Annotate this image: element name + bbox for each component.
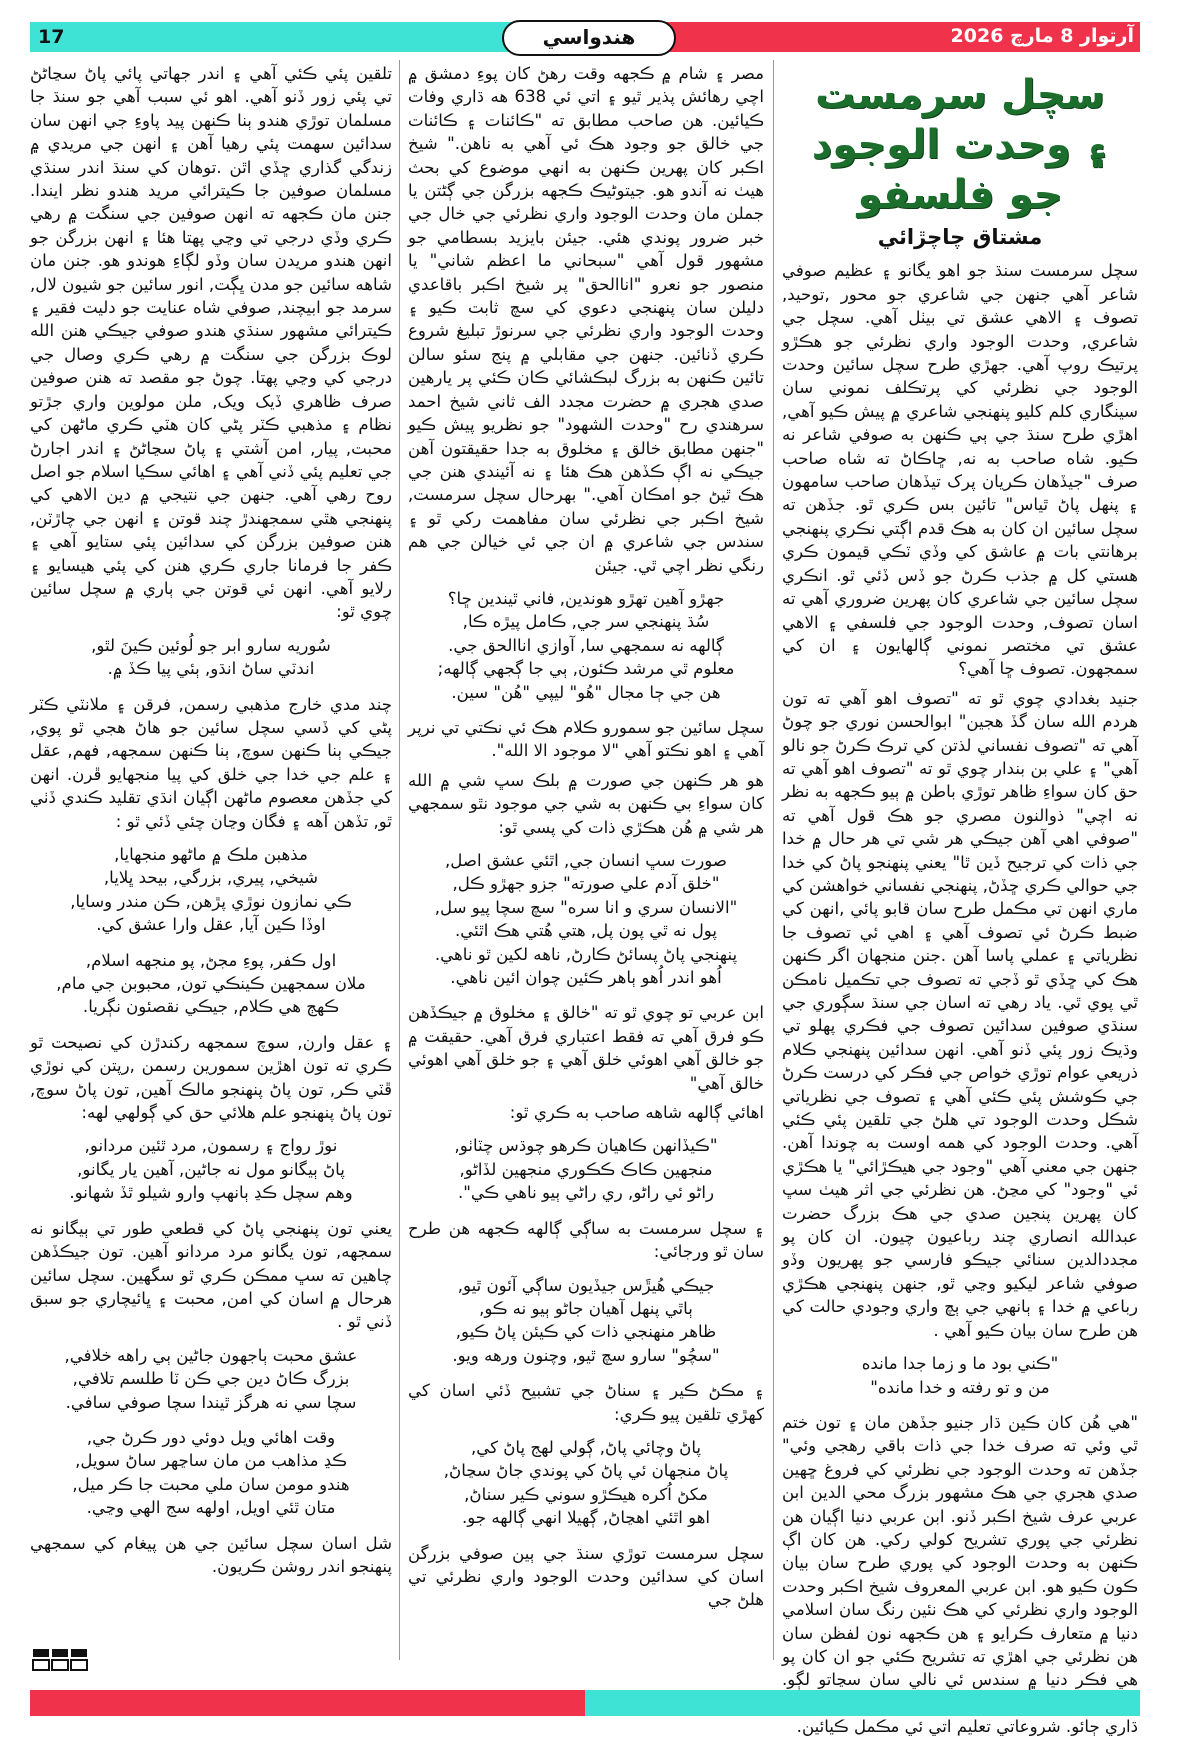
paragraph: اهائي ڳالهه شاهه صاحب به ڪري ٿو:: [509, 1103, 764, 1123]
verse-line: اول ڪفر, پوءِ مجڻ, پو منجهه اسلام,: [85, 950, 337, 970]
column-divider: [399, 60, 400, 1660]
paragraph: ۽ مڪڻ ڪير ۽ سناڻ جي تشبيح ڏئي اسان کي کهڙي تلقين پيو ڪري:: [408, 1381, 764, 1424]
verse-line: "الانسان سري و انا سره" سچ سچا پيو سل,: [434, 897, 738, 917]
verse-line: "سچُو" سارو سچ ٿيو, وچنون ورهه ويو.: [452, 1345, 720, 1365]
verse-block: [408, 849, 764, 989]
verse-block: [30, 1134, 392, 1204]
verse-line: اهو اٿئي اهڃاڻ, ڳهيلا انهي ڳالهه جو.: [461, 1508, 711, 1528]
verse-line: ظاهر منهنجي ذات کي ڪيئن پاڻ ڪيو,: [455, 1322, 717, 1342]
verse-line: مکڻ اُکره هيڪڙو سوني ڪير سناڻ,: [464, 1484, 708, 1504]
verse-line: ڪي نمازون نوڙي پڙهن, ڪن مندر وسايا,: [70, 891, 352, 911]
article-column-right: [782, 62, 1138, 1745]
verse-block: [30, 634, 392, 681]
verse-line: اُهو اندر اُهو ٻاهر ڪئين چوان ائين ناهي.: [450, 968, 722, 988]
article-title-line2: ۽ وحدت الوجود جو فلسفو: [811, 122, 1109, 218]
verse-block: [408, 587, 764, 704]
verse-line: سُوريه سارو ابر جو لُوئين ڪينَ لٿو,: [91, 635, 331, 655]
header-cyan-band: [30, 22, 550, 52]
verse-block: [408, 1436, 764, 1530]
verse-line: سچا سي نه هرگز ٿيندا سچا صوفي سافي.: [65, 1392, 357, 1412]
verse-line: "خلق آدم علي صورته" جزو جهڙو ڪل,: [452, 874, 720, 894]
footer-red-band: [30, 1690, 585, 1716]
verse-line: پنهنجي پاڻ پسائڻ ڪارڻ, ناهه لکين ٿو ناهي.: [434, 944, 738, 964]
paragraph: هو هر ڪنهن جي صورت ۾ بلڪ سڀ شي ۾ الله کان سواءِ بي ڪنهن به شي جي موجود نٿو سمجهي هر شي ۾ هُن هڪڙي ذات کي پسي ٿو:: [408, 770, 764, 837]
verse-line: جهڙو آهين تهڙو هوندين, فاني ٿيندين ڇا؟: [447, 588, 725, 608]
verse-line: راڻو ئي راڻو, ري راڻي ٻيو ناهي ڪي".: [458, 1183, 714, 1203]
footer-cyan-band: [585, 1690, 1140, 1716]
paragraph: "هي هُن کان ڪين ڌار جنيو جڏهن مان ۽ تون ختم ٿي وئي ته صرف خدا جي ذات باقي رهجي وئي" جڏهن ته وحدت الوجود جي نظرئي کي فروغ ڇهين صدي هجري جي هڪ مشهور بزرگ محي الدين ابن عربي عرف شيخ اڪبر ڏنو. ابن عربي دنيا اڳيان هن نظرئي جي پوري تشريح کولي رکي. هن کان اڳ ڪنهن به وحدت الوجود کي پوري طرح سان بيان ڪون ڪيو هو. ابن عربي المعروف شيخ اڪبر وحدت الوجود واري نظرئي کي هڪ نئين رنگ سان اسلامي دنيا ۾ متعارف ڪرايو ۽ هن ڪجهه نون لفظن سان هن نظرئي جي اهڙي ته تشريح ڪئي جو ان کان پو هي فڪر دنيا ۾ سندس ئي نالي سان سڃاتو لڳو. ڌاري ڄائو. شروعاتي تعليم اتي ئي مڪمل ڪيائين.: [782, 1412, 1138, 1737]
article-title-line1: سچل سرمست: [815, 72, 1105, 118]
paragraph: چند مدي خارج مذهبي رسمن, فرقن ۽ ملانٽي ڪٽر پڻي کي ڏسي سچل سائين جو هاڻ هجي ٿو پوي, جيڪي ٻنا ڪنهن سوچ, ٻنا ڪنهن سمجهه, فهم, عقل ۽ علم جي خدا جي خلق کي پيا منجهايو ڦرن. انهن کي جڏهن معصوم ماڻهن اڳيان انڌي تقليد ڪندي ڏٺي ٿو, تڏهن آهه ۽ فگان وڃان چئي ڏئي ٿو :: [30, 694, 392, 831]
paragraph: شل اسان سچل سائين جي هن پيغام کي سمجهي پنهنجو اندر روشن ڪريون.: [30, 1533, 392, 1576]
verse-line: عشق محبت ٻاجهون جاڻين ٻي راهه خلافي,: [64, 1345, 358, 1365]
verse-block: [408, 1134, 764, 1204]
end-mark-icon: [32, 1648, 88, 1676]
verse-line: من و تو رفته و خدا مانده": [870, 1377, 1050, 1397]
verse-line: منجهين ڪاڪ ڪڪوري منجهين لڏاڻو,: [459, 1159, 713, 1179]
verse-line: بزرگ ڪاڻ دين جي ڪن ٽا طلسم تلافي,: [72, 1369, 350, 1389]
verse-block: [30, 1344, 392, 1414]
article-column-left: [30, 62, 392, 1584]
verse-line: هندو مومن سان ملي محبت جا ڪر ميل,: [72, 1474, 350, 1494]
verse-block: [30, 949, 392, 1019]
verse-line: "ڪيڏانهن ڪاهيان ڪرهو چوڌس چٽاٺو,: [454, 1136, 718, 1156]
verse-line: ٻاٿي پنهل آهيان جاڻو ٻيو نه ڪو,: [479, 1298, 693, 1318]
verse-line: معلوم ٿي مرشد ڪئون, ٻي جا ڳجهي ڳالهه;: [437, 659, 735, 679]
paragraph: ۽ عقل وارن, سوچ سمجهه رکندڙن کي نصيحت ٿو ڪري ته تون اهڙين سمورين رسمن ,رپتن کي نوڙي ڦٽي ڪر, تون پاڻ پنهنجو مالڪ آهين, تون پاڻ سوچ, تون پاڻ پنهنجو علم هلائي حق کي ڳولهي لهه:: [30, 1032, 392, 1123]
article-author: مشتاق چاچڙائي: [877, 225, 1043, 249]
verse-line: ڪڍ مذاهب من مان ساڃهر ساڻ سويل,: [75, 1451, 347, 1471]
verse-line: "ڪني بود ما و زما جدا مانده: [861, 1354, 1059, 1374]
verse-block: [30, 843, 392, 937]
verse-line: پاڻ وچائي پاڻ, ڳولي لهج پاڻ کي,: [470, 1437, 702, 1457]
paragraph: جنيد بغدادي چوي ٿو ته "تصوف اهو آهي ته تون هردم الله سان گڏ هجين" ابوالحسن نوري جو چوڻ آهي ته "تصوف نفساني لذتن کي ترڪ ڪرڻ جو نالو آهي" ۽ علي بن بندار چوي ٿو ته "تصوف اهو آهي ته حق کان سواءِ ظاهر توڙي باطن ۾ ٻيو ڪجهه به نظر نه اچي" ذوالنون مصري جو هڪ قول آهي ته "صوفي اهي آهن جيڪي هر شي تي هر حال ۾ خدا جي ذات کي ترجيح ڏين ٿا" يعني پنهنجو پاڻ کي خدا جي حوالي ڪري ڇڏڻ, پنهنجي نفساني خواهشن کي ماري انهن تي مڪمل طرح سان قابو پائي ,انهن کي ضبط ڪرڻ ئي تصوف آهي ۽ اهي ئي تصوف جا نظرياتي ۽ عملي پاسا آهن .جنن منجهان اگر ڪنهن هڪ کي ڇڏي ٿو ڏجي ته تصوف جي تڪميل نامڪن ٿي پوي ٿي. ياد رهي ته اسان جي سنڌ سڳوري جي سنڌي صوفين سدائين تصوف جي فڪري پهلو تي وڌيڪ زور پئي ڏنو آهي. انهن سدائين پنهنجي ڪلام ذريعي عوام توڙي خواص جي فڪر کي درست ڪرڻ جي ڪوشش پئي ڪئي آهي ۽ تصوف جي نظرياتي شڪل وحدت الوجود تي هلڻ جي تلقين پئي ڪئي آهي. وحدت الوجود کي همه اوست به چوندا آهن. جنهن جي معني آهي "وجود جي هيڪڙائي" يا هڪڙي ئي "وجود" کي مڃڻ. هن نظرئي جي اثر هيٺ سڀ کان پهرين پنجين صدي جي هڪ بزرگ حضرت عبدالله انصاري چند رباعيون چيون. ان کان پو مجددالدين سنائي جيڪو فارسي جو پهريون وڏو صوفي شاعر ليکيو وڃي ٿو, جنهن پنهنجي هڪڙي رباعي ۾ خدا ۽ ٻانهي جي ٻچ واري وجودي حالت کي هن طرح سان بيان ڪيو آهي .: [782, 688, 1138, 1340]
page-number: 17: [38, 26, 65, 48]
paragraph: ابن عربي تو چوي ٿو ته "خالق ۽ مخلوق ۾ جيڪڏهن ڪو فرق آهي ته فقط اعتباري فرق آهي. حقيقت ۾ جو خالق آهي اهوئي خلق آهي ۽ جو خلق آهي اهوئي خالق آهي": [408, 1003, 764, 1093]
verse-line: پول نه ٿي پون پل, هتي هُتي هڪ اٿئي.: [455, 921, 717, 941]
paragraph: تلقين پئي ڪئي آهي ۽ اندر جهاتي پائي پاڻ سڃاڻڻ تي پئي زور ڏنو آهي. اهو ئي سبب آهي جو سنڌ جا مسلمان توڙي هندو ٻنا ڪنهن پيد پاوءِ جي انهن سان سدائين سهمت پئي رهيا آهن ۽ انهن جي مريدي ۾ زندگي گذاري ڇڏي اٿن .توهان کي سنڌ اندر سنڌي مسلمان صوفين جا ڪيترائي مريد هندو نظر ايندا. جنن مان ڪجهه ته انهن صوفين جي سنگت ۾ رهي ڪري وڏي درجي تي وڃي پهتا هئا ۽ انهن بزرگن جو انهن هندو مريدن سان وڏو لڳاءِ هوندو هو. جنن مان شاهه سائين جو مدن ڀڳت, انور سائين جو شيون لال, سرمد جو ابيچند, صوفي شاه عنايت جو دليت فقير ۽ ڪيترائي مشهور سنڌي هندو صوفي جيڪي هنن الله لوڪ بزرگن جي سنگت ۾ رهي ڪري وصال جي درجي کي وڃي پهتا. چوڻ جو مقصد ته هنن صوفين صرف ظاهري ڏيک ويک, ملن مولوين واري جڙتو نظام ۽ مذهبي ڪٽر پڻي کان هٽي ڪري ماڻهن کي محبت, پيار, امن آشتي ۽ پاڻ سڃاڻڻ ۽ اندر اجارڻ جي تعليم پئي ڏني آهي ۽ اهائي سڪيا اسلام جو اصل روح رهي آهي. جنهن جي نتيجي ۾ دين الاهي کي پنهنجي هٿي سمجهندڙ چند قوتن ۽ انهن جي چاڙٽن, هنن صوفين بزرگن کي سدائين پئي ستايو آهي ۽ ڪفر جا فرمانا جاري ڪري هنن کي پئي هيسايو ۽ رلايو آهي. انهن ئي قوتن جي ٻاري ۾ سچل سائين چوي ٿو:: [30, 64, 392, 622]
paragraph: يعني تون پنهنجي پاڻ کي قطعي طور تي ٻيگانو نه سمجهه, تون يگانو مرد مردانو آهين. تون جيڪڏهن چاهين ته سڀ ممڪن ڪري ٿو سگهين. سچل سائين هرحال ۾ اسان کي امن, محبت ۽ ڀائيچاري جو سبق ڏني ٿو .: [30, 1218, 392, 1332]
masthead-logo: هندواسي: [502, 20, 676, 56]
verse-line: صورت سڀ انسان جي, اٿئي عشق اصل,: [445, 851, 727, 870]
dateline: آرتوار 8 مارچ 2026: [950, 25, 1134, 47]
verse-block: [408, 1274, 764, 1368]
verse-block: [30, 1426, 392, 1520]
verse-line: ڳالهه نه سمجهي سا, آوازي اناالحق جي.: [448, 635, 724, 655]
verse-block: [782, 1352, 1138, 1399]
verse-line: اندٽي ساڻ انڌو, ٻئي پيا ڪڏ ۾.: [107, 659, 315, 679]
verse-line: پاڻ ٻيگانو مول نه جاڻين, آهين يار يگانو,: [77, 1159, 345, 1179]
verse-line: متان ٿئي اويل, اولهه سج الهي وڃي.: [86, 1498, 336, 1518]
column-divider: [773, 60, 774, 1660]
verse-line: ملان سمجهين ڪينڪي تون, محبوبن جي مام,: [56, 974, 366, 994]
article-title: [782, 70, 1138, 220]
footer-bar: [30, 1690, 1140, 1716]
paragraph: سچل سائين جو سمورو ڪلام هڪ ئي نڪتي تي نرپر آهي ۽ اهو نڪتو آهي "لا موجود الا الله".: [408, 717, 764, 761]
verse-line: سُڌ پنهنجي سر جي, ڪامل پيڙه ڪا,: [462, 612, 710, 632]
paragraph: ۽ سچل سرمست به ساڳي ڳالهه ڪجهه هن طرح سان ٿو ورجائي:: [408, 1218, 764, 1262]
verse-line: پاڻ منجهان ئي پاڻ کي پوندي جاڻ سڃاڻ,: [443, 1461, 729, 1481]
verse-line: شيخي, پيري, بزرگي, بيحد ڀلايا,: [103, 868, 319, 888]
verse-line: اوڏا ڪين آيا, عقل وارا عشق کي.: [96, 915, 326, 935]
paragraph: مصر ۽ شام ۾ ڪجهه وقت رهڻ کان پوءِ دمشق ۾ اچي رهائش پذير ٿيو ۽ اتي ئي 638 هه ڌاري وفات ڪيائين. هن صاحب مطابق ته "ڪائنات ۽ ڪائنات جي خالق جو وجود هڪ ئي آهي به ناهن." شيخ اڪبر کان پهرين ڪنهن به انهي موضوع کي بحث هيٺ نه آندو هو. جيتوڻيڪ ڪجهه بزرگن جي ڳڻتن يا جملن مان وحدت الوجود واري نظرئي جي خال جي خبر ضرور پوندي هئي. جيئن بايزيد بسطامي جو مشهور قول آهي "سبحاني ما اعظم شاني" يا منصور جو نعرو "اناالحق" پر شيخ اڪبر باقاعدي دليلن سان پنهنجي دعوي کي سچ ثابت ڪيو ۽ وحدت الوجود واري نظرئي جي سرنوڙ تبليغ شروع ڪري ڏنائين. جنهن جي مقابلي ۾ پنج سئو سالن تائين ڪنهن به بزرگ لبڪشائي ڪان ڪئي پر يارهين صدي هجري ۾ حضرت مجدد الف ثاني شيخ احمد سرهندي رح "وحدت الشهود" جو نظريو پيش ڪيو "جنهن مطابق خالق ۽ مخلوق به جدا حقيقتون آهن جيڪي نه اڳ ڪڏهن هڪ هئا ۽ نه آئيندي هنن جي هڪ ٿيڻ جو امڪان آهي." بهرحال سچل سرمست, شيخ اڪبر جي نظرئي سان مفاهمت رکي ٿو ۽ سندس جي شاعري ۾ ان جي ئي خيالن جي هم رنگي نظر اچي ٿي. جيئن: [408, 64, 764, 575]
verse-line: مذهبن ملڪ ۾ ماڻهو منجهايا,: [114, 845, 308, 864]
paragraph: سچل سرمست توڙي سنڌ جي ٻين صوفي بزرگن اسان کي سدائين وحدت الوجود واري نظرئي تي هلڻ جي: [408, 1543, 764, 1610]
verse-line: نوڙ رواج ۽ رسمون, مرد ٿئين مردانو,: [84, 1136, 338, 1156]
verse-line: وقت اهائي ويل دوئي دور ڪرڻ جي,: [86, 1427, 336, 1447]
verse-line: هن جي ڄا مجال "هُو" ليپي "هُن" سين.: [451, 682, 721, 702]
verse-line: جيڪي هُيڙَس جيڏيون ساڳي آئون ٿيو,: [457, 1275, 715, 1295]
verse-line: وهم سچل ڪڍ ٻانهپ وارو شيلو ٿڏ شهانو.: [69, 1183, 353, 1203]
verse-line: ڪهڄ هي ڪلام, جيڪي نقصئون نڳريا.: [82, 997, 340, 1017]
paragraph: سچل سرمست سنڌ جو اهو يگانو ۽ عظيم صوفي شاعر آهي جنهن جي شاعري جو محور ,توحيد, تصوف ۽ الاهي عشق تي بيٺل آهي. سچل جي شاعري, وحدت الوجود واري نظرئي جو هڪڙو پرتيڪ روپ آهي. جهڙي طرح سچل سائين وحدت الوجود جي نظرئي کي پرتڪلف نموني سان سينگاري کلم کليو پنهنجي شاعري ۾ پيش ڪيو آهي, اهڙي طرح سنڌ جي ٻي ڪنهن به صوفي شاعر نه ڪيو. شاه صاحب به نه, ڇاڪاڻ ته شاه صاحب صرف "جيڏهان ڪريان پرک تيڏهان صاحب سامهون ۽ پنهل پاڻ ٿياس" تائين بس ڪري ٿو. جڏهن ته سچل سائين ان کان به هڪ قدم اڳتي نڪري پنهنجي برهانتي بات ۾ عاشق کي وڏي ٽڪي قيمون ڪري هستي کل ۾ جذب ڪرڻ جو ڏس ڏئي ٿو. انڪري سچل سائين جي شاعري کان پهرين ضروري آهي ته اسان تصوف, وحدت الوجود جي فلسفي ۽ الاهي عشق تي مختصر نموني ڳالهايون ۽ ان کي سمجهون. تصوف ڇا آهي؟: [782, 261, 1138, 679]
article-column-middle: [408, 62, 764, 1618]
